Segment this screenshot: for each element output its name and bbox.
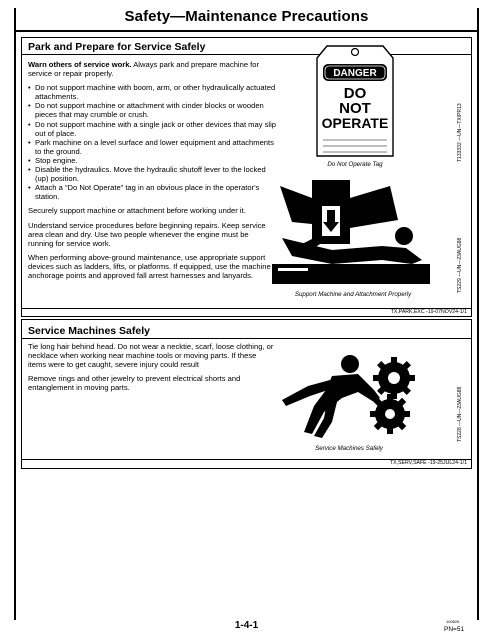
intro-bold: Warn others of service work. <box>28 60 132 69</box>
tag-line-operate: OPERATE <box>321 115 389 131</box>
footer-code: 100826 <box>446 619 460 624</box>
section-reference: TX,PARK,EXC -19-07NOV24-1/1 <box>390 309 467 315</box>
section-title: Service Machines Safely <box>28 325 150 337</box>
paragraph: Understand service procedures before beginning repairs. Keep service area clean and dry. Use two people whenever the engine must be running for service work. <box>28 220 266 248</box>
paragraph: Tie long hair behind head. Do not wear a necktie, scarf, loose clothing, or necklace when working near machine tools or moving parts. If these items were to get caught, severe injury could result <box>28 342 274 370</box>
list-item: • Do not support machine with boom, arm, or other hydraulically actuated attachments. <box>28 83 276 101</box>
section-title: Park and Prepare for Service Safely <box>28 41 206 53</box>
section-body <box>28 60 276 285</box>
section-park-prepare <box>21 37 472 317</box>
tag-line-do: DO <box>343 85 367 102</box>
list-item: • Disable the hydraulics. Move the hydraulic shutoff lever to the locked (up) position. <box>28 165 276 183</box>
page-number: 1-4-1 <box>234 620 259 631</box>
service-caption: Service Machines Safely <box>315 445 383 452</box>
tag-danger-text: DANGER <box>333 68 377 79</box>
support-figure-code: TS229 —UN—23AUG88 <box>457 237 463 293</box>
intro-rest: Always park and prepare machine for service or repair properly. <box>28 60 260 79</box>
support-machine-image <box>272 176 430 290</box>
paragraph: Securely support machine or attachment before working under it. <box>28 206 246 216</box>
pn-label: PN=51 <box>444 626 465 633</box>
tag-figure-code: T133332 —UN—TX/PR13 <box>457 103 463 162</box>
section-reference: TX,SERV,SAFE -19-25JUL24-1/1 <box>390 460 467 466</box>
service-machines-image <box>262 342 422 442</box>
section-body <box>28 342 276 397</box>
precaution-list <box>28 83 276 201</box>
list-item: • Do not support machine with a single jack or other devices that may slip out of place. <box>28 120 276 138</box>
page-title: Safety—Maintenance Precautions <box>124 8 369 25</box>
page-border-left <box>14 8 16 620</box>
page-border-right <box>477 8 479 620</box>
do-not-operate-tag-image <box>313 42 397 162</box>
paragraph: Remove rings and other jewelry to prevent electrical shorts and entanglement in moving parts. <box>28 374 241 393</box>
list-item: • Stop engine. <box>28 156 276 165</box>
tag-line-not: NOT <box>339 100 371 117</box>
list-item: • Attach a “Do Not Operate” tag in an obvious place in the operator's station. <box>28 183 276 201</box>
intro-paragraph <box>28 60 276 78</box>
section-title-rule <box>22 54 471 55</box>
list-item: • Do not support machine or attachment with cinder blocks or wooden pieces that may crumble or crush. <box>28 101 276 119</box>
support-caption: Support Machine and Attachment Properly <box>294 291 412 298</box>
section-service-machines <box>21 319 472 469</box>
list-item: • Park machine on a level surface and lower equipment and attachments to the ground. <box>28 138 276 156</box>
service-figure-code: TS228 —UN—23AUG88 <box>457 386 463 442</box>
section-title-rule <box>22 338 471 339</box>
title-rule <box>14 30 479 32</box>
gear-icon <box>373 357 415 399</box>
paragraph: When performing above-ground maintenance, use appropriate support devices such as ladders, lifts, or platforms. If equipped, use the machine anchorage points and approved fall arrest harnesses and lanyards. <box>28 252 271 280</box>
tag-caption: Do Not Operate Tag <box>327 161 383 168</box>
